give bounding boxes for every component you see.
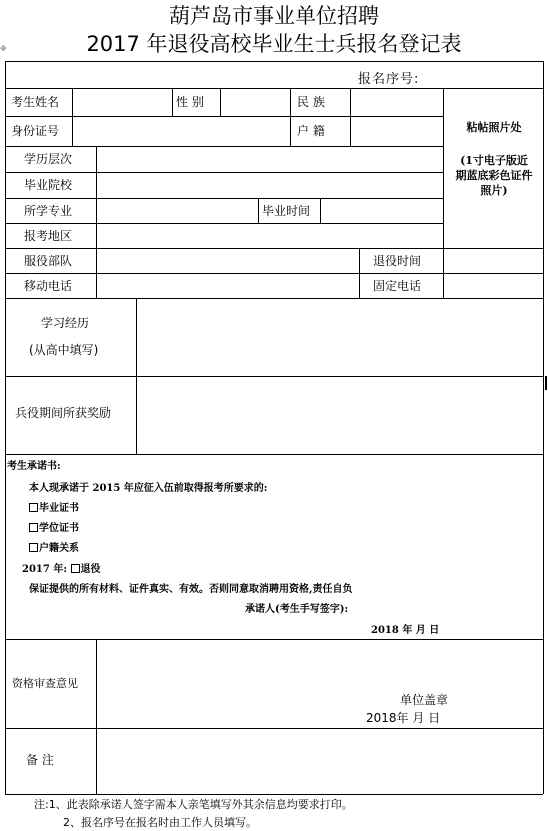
pledge-year-row xyxy=(22,564,101,576)
move-handle-icon[interactable]: ✥ xyxy=(0,44,7,53)
checkbox-icon[interactable] xyxy=(29,543,38,552)
hline xyxy=(5,223,443,224)
pledge-signer: 承诺人(考生手写签字): xyxy=(245,604,349,615)
major-label: 所学专业 xyxy=(24,204,73,218)
hukou-label: 户 籍 xyxy=(297,124,325,138)
footnote-1: 注:1、此表除承诺人签字需本人亲笔填写外其余信息均要求打印。 xyxy=(34,798,353,811)
photo-placeholder-title: 粘帖照片处 xyxy=(466,121,522,134)
discharge-time-label: 退役时间 xyxy=(373,254,422,268)
awards-label: 兵役期间所获奖励 xyxy=(15,406,112,420)
vline xyxy=(290,88,291,146)
hline xyxy=(5,273,543,274)
checkbox-icon[interactable] xyxy=(29,523,38,532)
hline xyxy=(5,172,443,173)
vline xyxy=(96,146,97,298)
study-history-hint: (从高中填写) xyxy=(29,343,99,357)
vline xyxy=(72,88,73,146)
vline xyxy=(172,88,173,116)
vline xyxy=(350,88,351,146)
hline xyxy=(5,116,443,117)
pledge-item-degree[interactable] xyxy=(29,523,79,535)
photo-note-line1: (1寸电子版近 xyxy=(460,154,528,167)
unit-stamp-label: 单位盖章 xyxy=(400,693,449,707)
pledge-title: 考生承诺书: xyxy=(7,461,61,472)
vline xyxy=(258,198,259,223)
title-line-1: 葫芦岛市事业单位招聘 xyxy=(169,4,379,28)
education-level-label: 学历层次 xyxy=(24,152,73,166)
pledge-item-hukou-label: 户籍关系 xyxy=(39,543,79,554)
name-label: 考生姓名 xyxy=(11,95,60,109)
vline xyxy=(320,198,321,223)
pledge-item-diploma-label: 毕业证书 xyxy=(39,503,79,514)
review-label: 资格审查意见 xyxy=(12,677,78,690)
photo-note-line3: 照片) xyxy=(480,184,508,197)
checkbox-icon[interactable] xyxy=(29,503,38,512)
text-cursor xyxy=(545,376,547,390)
ethnicity-label: 民 族 xyxy=(297,95,325,109)
hline xyxy=(5,88,543,89)
review-date: 2018年 月 日 xyxy=(366,711,441,725)
hline xyxy=(5,376,543,377)
title-line-2: 2017 年退役高校毕业生士兵报名登记表 xyxy=(86,32,462,56)
pledge-item-hukou[interactable] xyxy=(29,543,79,555)
border-top-dashed xyxy=(5,61,543,62)
photo-note-line2: 期蓝底彩色证件 xyxy=(455,169,533,182)
vline xyxy=(359,248,360,298)
hline xyxy=(5,198,443,199)
apply-region-label: 报考地区 xyxy=(24,229,73,243)
service-unit-label: 服役部队 xyxy=(24,254,73,268)
mobile-label: 移动电话 xyxy=(24,279,73,293)
border-bottom xyxy=(5,794,543,795)
hline xyxy=(5,728,543,729)
footnote-2: 2、报名序号在报名时由工作人员填写。 xyxy=(63,816,257,829)
pledge-date: 2018 年 月 日 xyxy=(371,625,440,636)
border-left xyxy=(5,61,6,794)
gender-label: 性 别 xyxy=(176,95,204,109)
vline xyxy=(96,639,97,794)
hline xyxy=(5,298,543,299)
pledge-item-degree-label: 学位证书 xyxy=(39,523,79,534)
vline xyxy=(136,298,137,454)
checkbox-icon[interactable] xyxy=(71,564,80,573)
hline xyxy=(5,146,443,147)
pledge-item-discharge-label: 退役 xyxy=(80,564,101,575)
hline xyxy=(5,248,543,249)
pledge-guarantee: 保证提供的所有材料、证件真实、有效。否则同意取消聘用资格,责任自负 xyxy=(29,584,353,595)
hline xyxy=(5,639,543,640)
graduation-time-label: 毕业时间 xyxy=(262,204,311,218)
pledge-year-label: 2017 年: xyxy=(22,564,68,575)
study-history-label: 学习经历 xyxy=(41,316,90,330)
vline xyxy=(220,88,221,116)
remarks-label: 备 注 xyxy=(26,753,54,767)
school-label: 毕业院校 xyxy=(24,178,73,192)
landline-label: 固定电话 xyxy=(373,279,422,293)
hline xyxy=(5,454,543,455)
serial-number-label: 报名序号: xyxy=(358,72,420,87)
pledge-item-diploma[interactable] xyxy=(29,503,79,515)
id-number-label: 身份证号 xyxy=(11,124,60,138)
pledge-intro: 本人现承诺于 2015 年应征入伍前取得报考所要求的: xyxy=(29,483,268,494)
